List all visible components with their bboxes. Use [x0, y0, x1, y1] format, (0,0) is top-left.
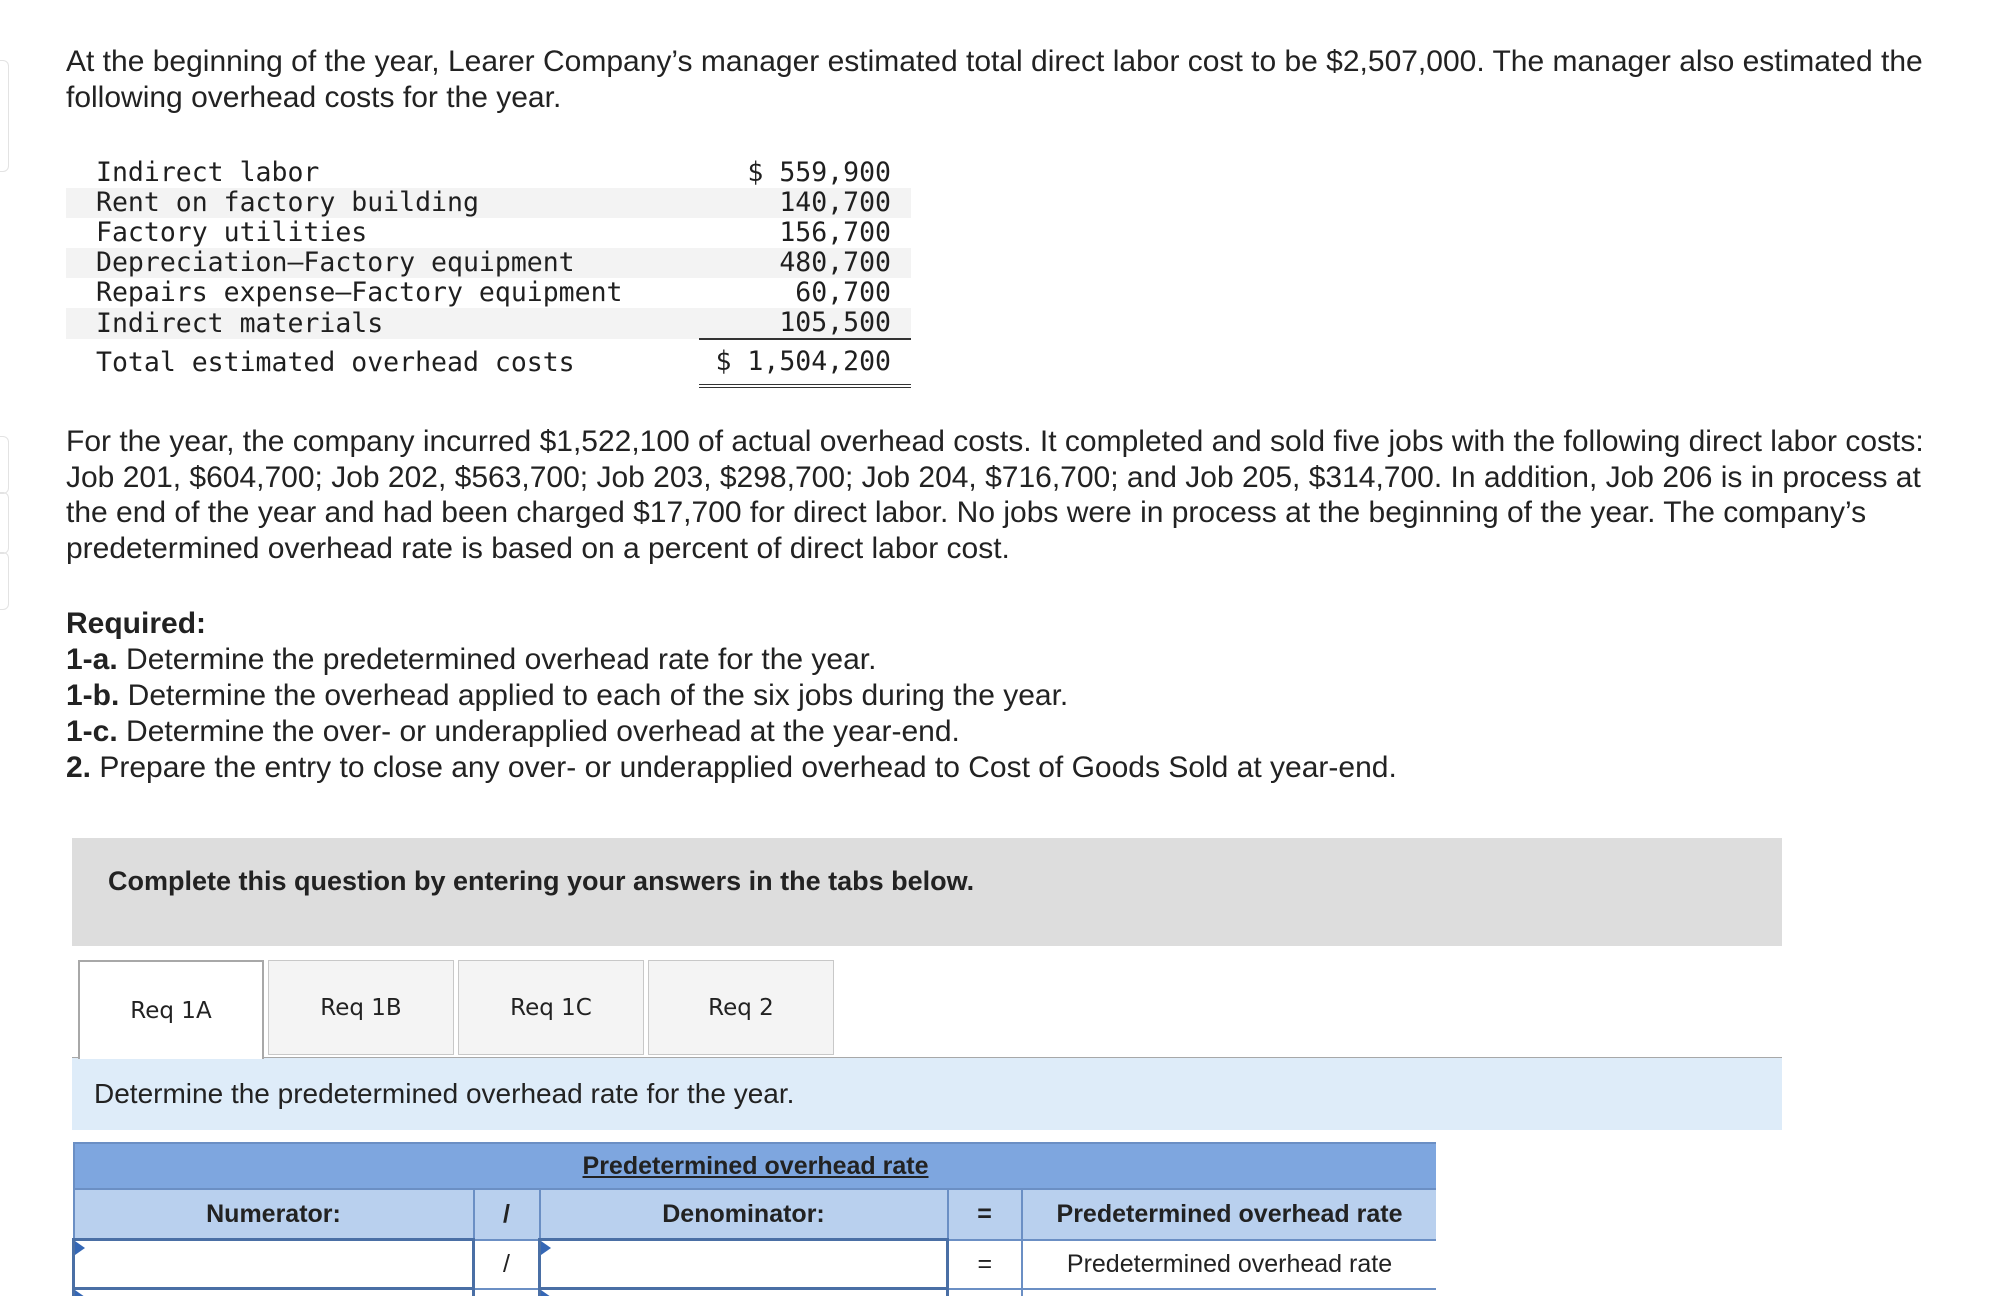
predetermined-rate-table	[72, 1142, 1436, 1296]
tab-req-1c[interactable]: Req 1C	[458, 960, 644, 1055]
required-item-tag: 2.	[66, 751, 92, 784]
denominator-cell[interactable]	[540, 1289, 948, 1296]
required-item-tag: 1-b.	[66, 679, 120, 712]
input-flag-icon	[541, 1290, 551, 1296]
cost-row	[66, 248, 911, 278]
numerator-cell	[74, 1240, 474, 1289]
tab-req-1a[interactable]: Req 1A	[78, 960, 264, 1059]
intro-paragraph: At the beginning of the year, Learer Company’s manager estimated total direct labor cost to be $2,507,000. The manager also estimated the following overhead costs for the year.	[66, 45, 1923, 114]
required-item-text: Determine the predetermined overhead rate for the year.	[117, 643, 877, 676]
cost-amount: 105,500	[699, 308, 911, 339]
tab-description-bar	[72, 1058, 1782, 1130]
divide-symbol: /	[474, 1189, 540, 1240]
cost-amount: $ 559,900	[747, 157, 891, 188]
instruction-box	[72, 838, 1782, 946]
cost-total-row	[66, 339, 911, 386]
denominator-input[interactable]	[541, 1241, 946, 1287]
numerator-input[interactable]	[75, 1241, 472, 1287]
required-heading: Required:	[66, 607, 207, 640]
required-item	[66, 678, 1397, 714]
cost-label: Depreciation—Factory equipment	[66, 248, 699, 278]
required-item	[66, 714, 1397, 750]
rate-table-header-row	[74, 1189, 1437, 1240]
left-edge-marker	[0, 552, 9, 610]
tab-req-1b[interactable]: Req 1B	[268, 960, 454, 1055]
input-flag-icon	[541, 1241, 551, 1255]
required-item-text: Prepare the entry to close any over- or underapplied overhead to Cost of Goods Sold at year-end.	[91, 751, 1397, 784]
result-header: Predetermined overhead rate	[1022, 1189, 1437, 1240]
required-item-tag: 1-c.	[66, 715, 118, 748]
cost-label: Rent on factory building	[66, 188, 699, 218]
cost-row	[66, 188, 911, 218]
equals-cell	[948, 1289, 1022, 1296]
cost-amount: 156,700	[779, 217, 891, 248]
cost-label: Indirect labor	[96, 157, 320, 188]
rate-input-row	[74, 1240, 1437, 1289]
required-item-tag: 1-a.	[66, 643, 118, 676]
instruction-text: Complete this question by entering your answers in the tabs below.	[108, 866, 975, 896]
cost-label: Factory utilities	[96, 217, 368, 248]
cost-amount: 480,700	[699, 248, 911, 278]
rate-table-caption-row	[74, 1143, 1437, 1189]
left-edge-marker	[0, 60, 9, 172]
required-section	[66, 606, 1397, 786]
total-amount: $ 1,504,200	[699, 339, 911, 386]
tab-description: Determine the predetermined overhead rate for the year.	[94, 1078, 795, 1109]
cost-row	[66, 278, 911, 308]
divide-cell	[474, 1289, 540, 1296]
required-item-text: Determine the overhead applied to each of the six jobs during the year.	[119, 679, 1069, 712]
tab-bar	[72, 960, 1782, 1059]
tab-req-2[interactable]: Req 2	[648, 960, 834, 1055]
required-item	[66, 750, 1397, 786]
left-edge-marker	[0, 492, 9, 554]
denominator-header: Denominator:	[540, 1189, 948, 1240]
cost-amount: 60,700	[795, 277, 891, 308]
rate-table-wrapper	[72, 1142, 1436, 1296]
facts-paragraph: For the year, the company incurred $1,522,100 of actual overhead costs. It completed and sold five jobs with the following direct labor costs: Job 201, $604,700; Job 202, $563,700; Job 203, $298,700; Job 204, $716,700; and Job 205, $314,700. In addition, Job 206 is in process at the end of the year and had been charged $17,700 for direct labor. No jobs were in process at the beginning of the year. The company’s predetermined overhead rate is based on a percent of direct labor cost.	[66, 425, 1924, 565]
cost-label: Repairs expense—Factory equipment	[96, 277, 623, 308]
numerator-header: Numerator:	[74, 1189, 474, 1240]
cost-amount: 140,700	[699, 188, 911, 218]
denominator-cell	[540, 1240, 948, 1289]
numerator-cell[interactable]	[74, 1289, 474, 1296]
input-flag-icon	[75, 1290, 85, 1296]
required-item	[66, 642, 1397, 678]
total-label: Total estimated overhead costs	[96, 346, 575, 378]
result-label: Predetermined overhead rate	[1022, 1240, 1437, 1289]
divide-symbol: /	[474, 1240, 540, 1289]
left-edge-marker	[0, 436, 9, 494]
cost-row	[66, 218, 911, 248]
equals-symbol: =	[948, 1240, 1022, 1289]
cost-row	[66, 308, 911, 339]
rate-input-row	[74, 1289, 1437, 1296]
overhead-cost-table	[66, 158, 911, 388]
cost-row	[66, 158, 911, 188]
cost-label: Indirect materials	[66, 308, 699, 339]
equals-symbol: =	[948, 1189, 1022, 1240]
result-cell	[1022, 1289, 1437, 1296]
rate-table-caption	[74, 1143, 1437, 1189]
rate-table-caption-text: Predetermined overhead rate	[582, 1151, 929, 1180]
required-item-text: Determine the over- or underapplied overhead at the year-end.	[117, 715, 960, 748]
input-flag-icon	[75, 1241, 85, 1255]
